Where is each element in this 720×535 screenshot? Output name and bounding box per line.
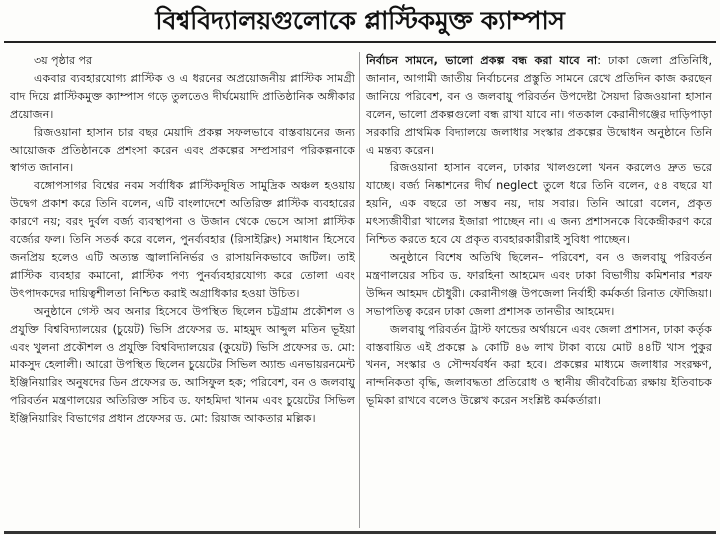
headline-rule	[4, 41, 716, 43]
right-paragraph-3: জলবায়ু পরিবর্তন ট্রাস্ট ফান্ডের অর্থায়নে এবং জেলা প্রশাসন, ঢাকা কর্তৃক বাস্তবায়িত এই প্রকল্পে ৯ কোটি ৪৬ লাখ টাকা ব্যয়ে মোট ৪৪টি খাস পুকুর খনন, সংস্কার ও সৌন্দর্যবর্ধন করা হবে। প্রকল্পের মাধ্যমে জলাধার সংরক্ষণ, নান্দনিকতা বৃদ্ধি, জলাবদ্ধতা প্রতিরোধ ও স্থানীয় জীববৈচিত্র্য রক্ষায় ইতিবাচক ভূমিকা রাখবে বলেও উল্লেখ করেন সংশ্লিষ্ট কর্মকর্তারা।	[366, 322, 712, 408]
right-paragraph-lead	[366, 52, 712, 159]
column-divider	[359, 52, 360, 528]
continued-from-label: ৩য় পৃষ্ঠার পর	[34, 54, 93, 67]
bottom-rule	[4, 531, 716, 534]
left-paragraph-4: অনুষ্ঠানে গেস্ট অব অনার হিসেবে উপস্থিত ছিলেন চট্টগ্রাম প্রকৌশল ও প্রযুক্তি বিশ্ববিদ্যালয়ের (চুয়েট) ভিসি প্রফেসর ড. মাহমুদ আব্দুল মতিন ভূইয়া এবং খুলনা প্রকৌশল ও প্রযুক্তি বিশ্ববিদ্যালয়ের (কুয়েট) ভিসি প্রফেসর ড. মো: মাকসুদ হেলালী। আরো উপস্থিত ছিলেন চুয়েটের সিভিল অ্যান্ড এনভায়রনমেন্ট ইঞ্জিনিয়ারিং অনুষদের ডিন প্রফেসর ড. আসিফুল হক; পরিবেশ, বন ও জলবায়ু পরিবর্তন মন্ত্রণালয়ের অতিরিক্ত সচিব ড. ফাহমিদা খানম এবং চুয়েটের সিভিল ইঞ্জিনিয়ারিং বিভাগের প্রধান প্রফেসর ড. মো: রিয়াজ আকতার মল্লিক।	[10, 304, 355, 426]
right-paragraph-2: অনুষ্ঠানে বিশেষ অতিথি ছিলেন– পরিবেশ, বন ও জলবায়ু পরিবর্তন মন্ত্রণালয়ের সচিব ড. ফারহিনা আহমেদ এবং ঢাকা বিভাগীয় কমিশনার শরফ উদ্দিন আহমদ চৌধুরী। কেরানীগঞ্জ উপজেলা নির্বাহী কর্মকর্তা রিনাত ফৌজিয়া। সভাপতিত্ব করেন ঢাকা জেলা প্রশাসক তানভীর আহমেদ।	[366, 250, 712, 318]
right-paragraph-1: রিজওয়ানা হাসান বলেন, ঢাকার খালগুলো খনন করলেও দ্রুত ভরে যাচ্ছে। বর্জ্য নিষ্কাশনের দীর্ঘ neglect তুলে ধরে তিনি বলেন, ৫৪ বছরে যা হয়নি, এক বছরে তা সম্ভব নয়, দায় সবার। তিনি আরো বলেন, প্রকৃত মৎস্যজীবীরা খালের ইজারা পাচ্ছেন না। এ জন্য প্রশাসনকে বিকেন্দ্রীকরণ করে নিশ্চিত করতে হবে যে প্রকৃত ব্যবহারকারীরাই সুবিধা পাচ্ছেন।	[366, 161, 712, 247]
section-subhead: নির্বাচন সামনে, ভালো প্রকল্প বন্ধ করা যাবে না	[366, 54, 598, 67]
article-column-left	[10, 52, 355, 532]
article-headline: বিশ্ববিদ্যালয়গুলোকে প্লাস্টিকমুক্ত ক্যাম্পাস	[155, 6, 565, 35]
subhead-body: : ঢাকা জেলা প্রতিনিধি, জানান, আগামী জাতীয় নির্বাচনের প্রস্তুতি সামনে রেখে প্রতিদিন কাজ করছেন জানিয়ে পরিবেশ, বন ও জলবায়ু পরিবর্তন উপদেষ্টা সৈয়দা রিজওয়ানা হাসান বলেন, ভালো প্রকল্পগুলো বন্ধ রাখা যাবে না। গতকাল কেরানীগঞ্জের দাড়িপাড়া সরকারি প্রাথমিক বিদ্যালয়ে জলাধার সংস্কার প্রকল্পের উদ্বোধন অনুষ্ঠানে তিনি এ মন্তব্য করেন।	[366, 54, 712, 157]
left-paragraph-2: রিজওয়ানা হাসান চার বছর মেয়াদি প্রকল্প সফলভাবে বাস্তবায়নের জন্য আয়োজক প্রতিষ্ঠানকে প্রশংসা করেন এবং প্রকল্পের সম্প্রসারণ পরিকল্পনাকে স্বাগত জানান।	[10, 125, 355, 175]
article-column-right	[366, 52, 712, 532]
left-paragraph-1: একবার ব্যবহারযোগ্য প্লাস্টিক ও এ ধরনের অপ্রয়োজনীয় প্লাস্টিক সামগ্রী বাদ দিয়ে প্লাস্টিকমুক্ত ক্যাম্পাস গড়ে তুলতেও দীর্ঘমেয়াদি প্রাতিষ্ঠানিক অঙ্গীকার প্রয়োজন।	[10, 71, 355, 121]
left-paragraph-3: বঙ্গোপসাগর বিশ্বের নবম সর্বাধিক প্লাস্টিকদূষিত সামুদ্রিক অঞ্চল হওয়ায় উদ্বেগ প্রকাশ করে তিনি বলেন, এটি বাংলাদেশে অতিরিক্ত প্লাস্টিক ব্যবহারের কারণে নয়; বরং দুর্বল বর্জ্য ব্যবস্থাপনা ও উজান থেকে ভেসে আসা প্লাস্টিক বর্জ্যের ফল। তিনি সতর্ক করে বলেন, পুনর্ব্যবহার (রিসাইক্লিং) সমাধান হিসেবে জনপ্রিয় হলেও এটি অত্যন্ত জ্বালানিনির্ভর ও রাসায়নিকভাবে জটিল। তাই প্লাস্টিক ব্যবহার কমানো, প্লাস্টিক পণ্য পুনর্ব্যবহারযোগ্য করে তোলা এবং উৎপাদকদের দায়িত্বশীলতা নিশ্চিত করাই অগ্রাধিকার হওয়া উচিত।	[10, 179, 355, 300]
